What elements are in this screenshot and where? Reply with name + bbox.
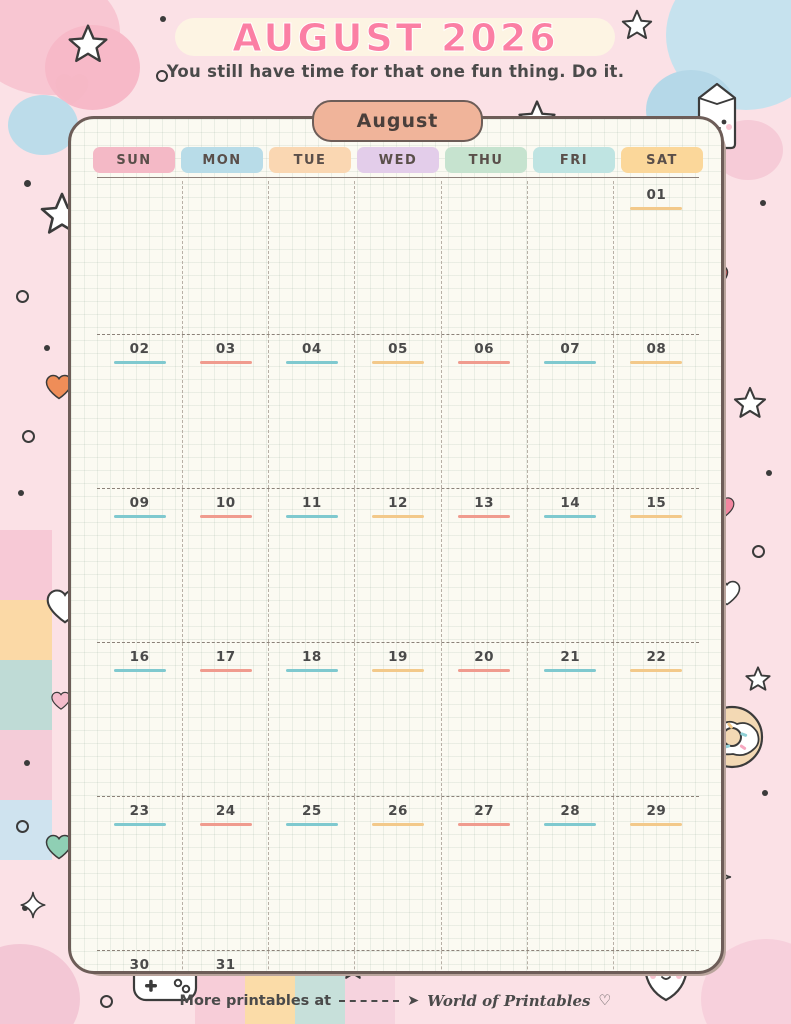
day-accent-underline: [544, 515, 596, 518]
ring-icon: [22, 430, 35, 443]
calendar-day-cell[interactable]: [183, 489, 269, 642]
calendar-day-cell[interactable]: [614, 335, 699, 488]
day-accent-underline: [630, 515, 682, 518]
day-header-sun: [93, 147, 175, 173]
footer-dash-line: [339, 1000, 399, 1002]
day-number: 21: [560, 649, 581, 665]
calendar-day-cell[interactable]: [183, 335, 269, 488]
day-number: 12: [388, 495, 408, 511]
day-accent-underline: [200, 361, 252, 364]
day-header-label: MON: [202, 152, 242, 168]
day-accent-underline: [200, 823, 252, 826]
day-accent-underline: [630, 669, 682, 672]
day-number: 10: [215, 495, 236, 511]
calendar-empty-cell: [355, 181, 441, 334]
day-header-label: TUE: [293, 152, 327, 168]
dot-icon: [24, 760, 30, 766]
ring-icon: [752, 545, 765, 558]
dot-icon: [762, 790, 768, 796]
day-number: 01: [646, 187, 667, 203]
calendar-day-cell[interactable]: [97, 797, 183, 950]
day-number: 29: [646, 803, 667, 819]
calendar-day-cell[interactable]: [97, 335, 183, 488]
page-title: [0, 16, 791, 60]
blob-bottom-left: [0, 944, 80, 1024]
day-number: 22: [646, 649, 667, 665]
calendar-day-cell[interactable]: [614, 643, 699, 796]
calendar-empty-cell: [528, 951, 614, 974]
calendar-week-cells: [97, 797, 699, 950]
day-number: 27: [474, 803, 495, 819]
day-number: 26: [388, 803, 408, 819]
calendar-day-cell[interactable]: [442, 489, 528, 642]
day-accent-underline: [372, 823, 424, 826]
day-number: 05: [388, 341, 408, 357]
day-accent-underline: [630, 361, 682, 364]
calendar-day-cell[interactable]: [442, 797, 528, 950]
dot-icon: [44, 345, 50, 351]
day-number: 09: [129, 495, 150, 511]
day-accent-underline: [114, 669, 166, 672]
day-number: 18: [301, 649, 322, 665]
calendar-day-cell[interactable]: [269, 335, 355, 488]
calendar-week-cells: [97, 181, 699, 334]
day-header-mon: [181, 147, 263, 173]
day-header-label: THU: [468, 152, 504, 168]
calendar-day-cell[interactable]: [355, 489, 441, 642]
day-number: 15: [646, 495, 667, 511]
day-number: 06: [474, 341, 495, 357]
calendar-day-cell[interactable]: [355, 643, 441, 796]
day-accent-underline: [200, 515, 252, 518]
day-header-tue: [269, 147, 351, 173]
sparkle-icon: [18, 890, 48, 920]
day-number: 14: [560, 495, 581, 511]
calendar-day-cell[interactable]: [269, 797, 355, 950]
day-accent-underline: [544, 669, 596, 672]
day-number: 24: [215, 803, 236, 819]
calendar-week-row: [97, 643, 699, 797]
calendar-day-cell[interactable]: [355, 335, 441, 488]
calendar-empty-cell: [269, 181, 355, 334]
calendar-day-cell[interactable]: [528, 335, 614, 488]
calendar-grid: [97, 181, 699, 973]
day-number: 20: [474, 649, 495, 665]
day-header-label: SUN: [116, 152, 152, 168]
calendar-day-cell[interactable]: [614, 489, 699, 642]
day-header-row: [93, 147, 703, 173]
day-accent-underline: [458, 361, 510, 364]
day-number: 25: [301, 803, 322, 819]
day-number: 08: [646, 341, 667, 357]
day-header-sat: [621, 147, 703, 173]
day-accent-underline: [200, 669, 252, 672]
footer: [0, 992, 791, 1010]
day-accent-underline: [630, 823, 682, 826]
day-accent-underline: [372, 515, 424, 518]
day-header-label: SAT: [646, 152, 678, 168]
month-tab-label: August: [356, 110, 439, 132]
day-accent-underline: [372, 361, 424, 364]
calendar-day-cell[interactable]: [442, 335, 528, 488]
day-number: 23: [129, 803, 150, 819]
calendar-day-cell[interactable]: [269, 643, 355, 796]
ring-icon: [16, 820, 29, 833]
calendar-empty-cell: [442, 951, 528, 974]
calendar-day-cell[interactable]: [97, 643, 183, 796]
calendar-day-cell[interactable]: [183, 643, 269, 796]
day-number: 07: [560, 341, 581, 357]
calendar-week-row: [97, 951, 699, 974]
dot-icon: [24, 180, 31, 187]
dot-icon: [766, 470, 772, 476]
calendar-week-cells: [97, 489, 699, 642]
calendar-week-row: [97, 181, 699, 335]
calendar-week-row: [97, 797, 699, 951]
day-header-thu: [445, 147, 527, 173]
footer-text: More printables at: [179, 993, 332, 1009]
header-rule: [97, 177, 699, 178]
day-number: 28: [560, 803, 581, 819]
day-accent-underline: [458, 515, 510, 518]
dot-icon: [760, 200, 766, 206]
day-accent-underline: [286, 669, 338, 672]
calendar-day-cell[interactable]: [183, 951, 269, 974]
day-header-wed: [357, 147, 439, 173]
day-number: 19: [388, 649, 408, 665]
star-icon: [732, 385, 768, 421]
calendar-empty-cell: [528, 181, 614, 334]
calendar-day-cell[interactable]: [614, 181, 699, 334]
day-accent-underline: [544, 361, 596, 364]
day-number: 02: [129, 341, 150, 357]
calendar-week-row: [97, 335, 699, 489]
day-number: 03: [215, 341, 236, 357]
day-accent-underline: [458, 823, 510, 826]
day-accent-underline: [544, 823, 596, 826]
calendar-day-cell[interactable]: [528, 797, 614, 950]
footer-arrow: ➤: [407, 993, 420, 1009]
calendar-day-cell[interactable]: [442, 643, 528, 796]
day-number: 31: [215, 957, 236, 973]
calendar-week-row: [97, 489, 699, 643]
day-accent-underline: [286, 823, 338, 826]
day-accent-underline: [286, 361, 338, 364]
day-number: 16: [129, 649, 150, 665]
calendar-empty-cell: [614, 951, 699, 974]
stripe-left-3: [0, 660, 52, 730]
calendar-empty-cell: [442, 181, 528, 334]
calendar-week-cells: [97, 951, 699, 974]
calendar-empty-cell: [183, 181, 269, 334]
calendar-day-cell[interactable]: [614, 797, 699, 950]
day-number: 11: [301, 495, 322, 511]
dot-icon: [18, 490, 24, 496]
calendar-empty-cell: [97, 181, 183, 334]
star-icon: [744, 665, 772, 693]
calendar-day-cell[interactable]: [97, 489, 183, 642]
day-accent-underline: [286, 515, 338, 518]
page-subtitle: You still have time for that one fun thing. Do it.: [166, 62, 625, 81]
day-accent-underline: [114, 361, 166, 364]
day-accent-underline: [630, 207, 682, 210]
day-accent-underline: [114, 823, 166, 826]
calendar-day-cell[interactable]: [269, 489, 355, 642]
calendar-week-cells: [97, 643, 699, 796]
day-number: 17: [215, 649, 236, 665]
day-accent-underline: [114, 515, 166, 518]
footer-heart-icon: ♡: [598, 993, 612, 1009]
day-accent-underline: [372, 669, 424, 672]
calendar-day-cell[interactable]: [528, 489, 614, 642]
ring-icon: [16, 290, 29, 303]
day-header-fri: [533, 147, 615, 173]
calendar-day-cell[interactable]: [528, 643, 614, 796]
day-accent-underline: [458, 669, 510, 672]
calendar-empty-cell: [269, 951, 355, 974]
calendar-day-cell[interactable]: [355, 797, 441, 950]
day-number: 04: [301, 341, 322, 357]
month-tab[interactable]: [312, 100, 483, 142]
day-number: 30: [129, 957, 150, 973]
day-header-label: FRI: [559, 152, 589, 168]
calendar-day-cell[interactable]: [183, 797, 269, 950]
day-header-label: WED: [378, 152, 418, 168]
page-title-text: AUGUST 2026: [232, 16, 559, 60]
day-number: 13: [474, 495, 495, 511]
calendar-card: [68, 116, 724, 974]
calendar-week-cells: [97, 335, 699, 488]
calendar-day-cell[interactable]: [97, 951, 183, 974]
calendar-empty-cell: [355, 951, 441, 974]
footer-brand: World of Printables: [427, 992, 591, 1010]
